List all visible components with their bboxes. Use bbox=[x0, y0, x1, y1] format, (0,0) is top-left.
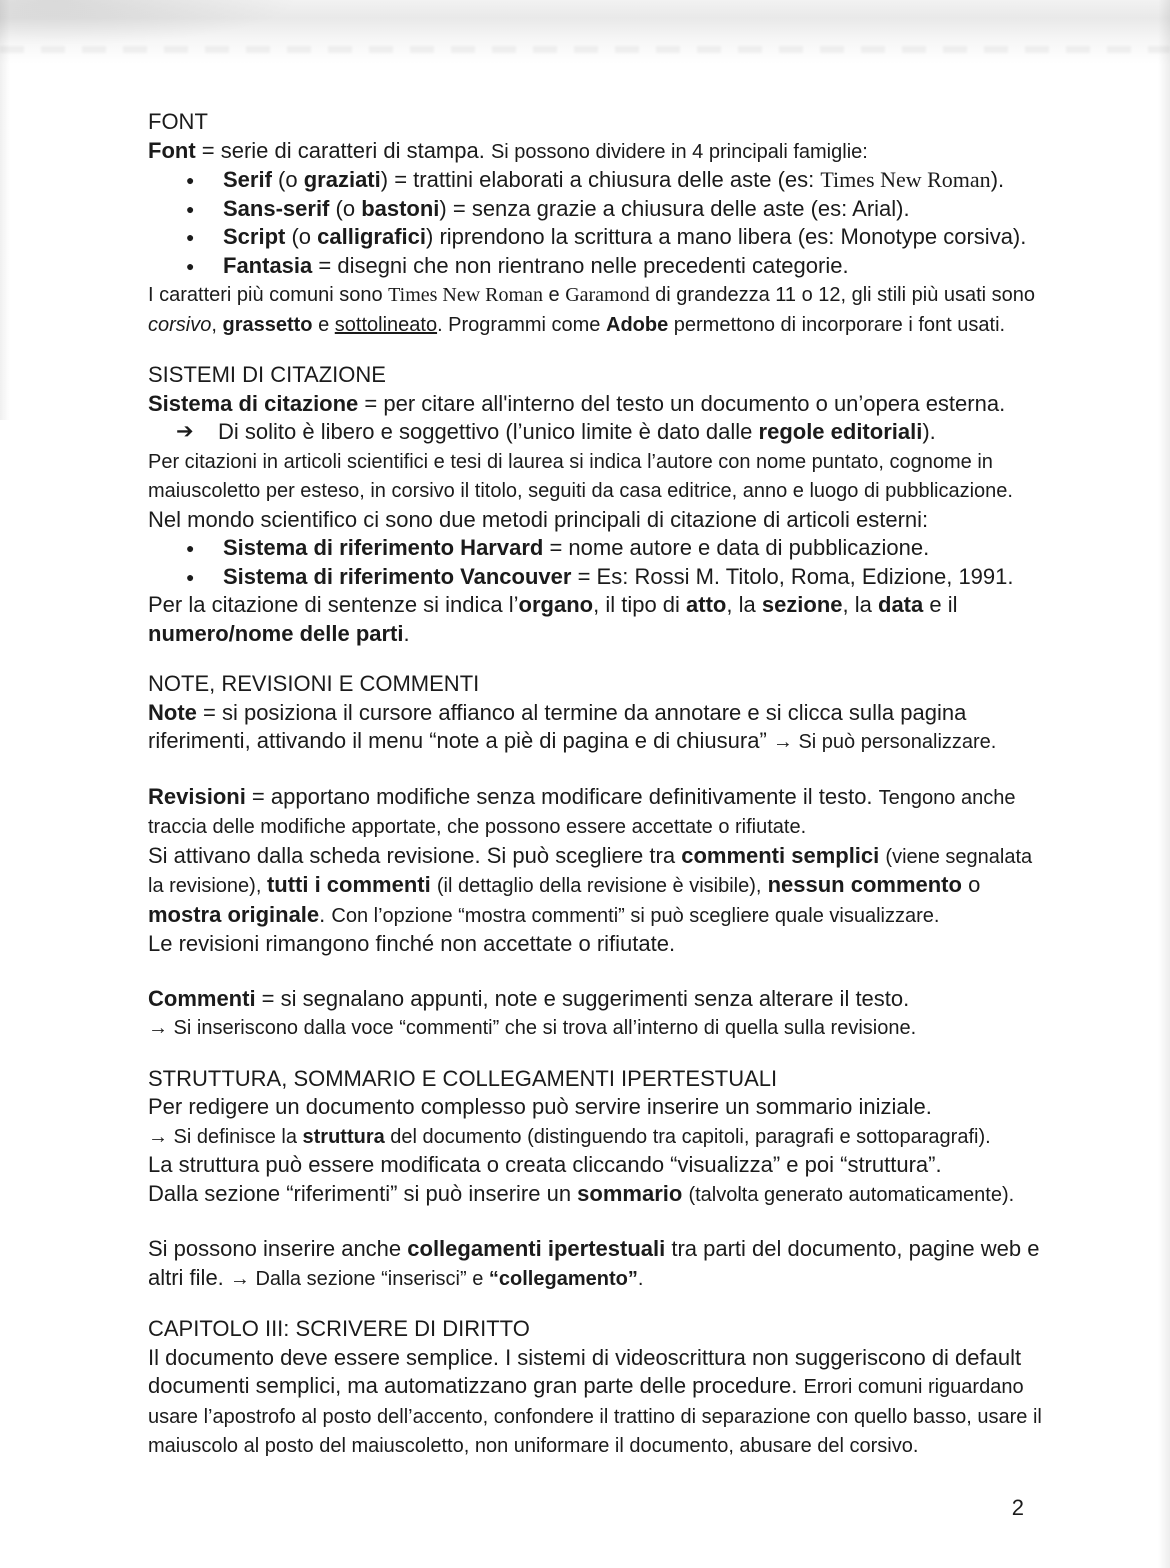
document-content bbox=[148, 108, 1042, 1461]
text-run: tra parti del documento, pagine web e bbox=[665, 1236, 1040, 1261]
text-run: , il tipo di bbox=[593, 592, 687, 617]
text-run: ). bbox=[990, 167, 1005, 192]
text-run: (viene segnalata bbox=[885, 845, 1033, 868]
text-run: Times New Roman bbox=[820, 167, 991, 192]
text-run: Per la citazione di sentenze si indica l’ bbox=[148, 592, 519, 617]
text-run: corsivo bbox=[148, 313, 212, 336]
text-run: numero/nome delle parti bbox=[148, 620, 404, 646]
text-line bbox=[148, 1013, 1028, 1043]
text-run: → Si inseriscono dalla voce “commenti” che si trova all’interno di quella sulla revisione. bbox=[148, 1017, 917, 1039]
section-heading bbox=[148, 1315, 1028, 1344]
text-run: . Programmi come bbox=[437, 313, 606, 336]
text-run: → Dalla sezione “inserisci” e bbox=[229, 1267, 489, 1290]
text-line bbox=[148, 137, 1028, 167]
text-line bbox=[148, 901, 1028, 931]
text-run: atto bbox=[686, 592, 727, 617]
text-run: commenti semplici bbox=[681, 842, 880, 868]
text-run: Dalla sezione “riferimenti” si può inserire un bbox=[148, 1180, 578, 1206]
text-run: mostra originale bbox=[148, 901, 320, 927]
text-run: graziati bbox=[303, 167, 381, 192]
text-line bbox=[148, 1344, 1028, 1373]
text-run: regole editoriali bbox=[758, 419, 923, 444]
text-line bbox=[148, 390, 1028, 419]
text-line bbox=[148, 1402, 1042, 1432]
text-run: organo bbox=[518, 592, 594, 617]
text-run: (o bbox=[271, 167, 304, 192]
text-line bbox=[148, 1264, 1028, 1294]
text-run: nessun commento bbox=[767, 872, 962, 897]
text-run: Revisioni bbox=[148, 783, 246, 809]
text-run: usare l’apostrofo al posto dell’accento, confondere il trattino di separazione con quello basso, usare il bbox=[148, 1405, 1042, 1428]
text-run: data bbox=[878, 592, 924, 617]
text-run: Garamond bbox=[565, 284, 650, 306]
text-run: Sistema di citazione bbox=[148, 390, 359, 416]
text-line bbox=[148, 783, 1028, 813]
bullet-list-item bbox=[148, 195, 1028, 224]
text-line bbox=[148, 310, 1028, 340]
text-run: Sans-serif bbox=[223, 195, 330, 221]
text-run: traccia delle modifiche apportate, che possono essere accettate o rifiutate. bbox=[148, 816, 807, 838]
text-run: = si posiziona il cursore affianco al termine da annotare e si clicca sulla pagina bbox=[196, 699, 967, 725]
text-run: Script bbox=[223, 224, 286, 249]
text-run: Il documento deve essere semplice. I sistemi di videoscrittura non suggeriscono di default bbox=[148, 1344, 1022, 1370]
text-run: documenti semplici, ma automatizzano gran parte delle procedure. bbox=[148, 1373, 804, 1398]
text-line bbox=[148, 506, 1028, 535]
scan-edge-right bbox=[1158, 0, 1170, 1568]
text-run: = disegni che non rientrano nelle precedenti categorie. bbox=[312, 252, 849, 278]
text-run: Sistema di riferimento Vancouver bbox=[223, 563, 572, 589]
text-line bbox=[148, 1235, 1040, 1264]
text-line bbox=[148, 1093, 1028, 1122]
text-run: “collegamento” bbox=[488, 1267, 638, 1290]
text-line bbox=[148, 280, 1036, 310]
text-line bbox=[148, 812, 1028, 842]
text-run: → Si può personalizzare. bbox=[772, 731, 997, 753]
arrow-bullet-icon: ➔ bbox=[176, 420, 194, 443]
text-line bbox=[148, 1372, 1028, 1402]
bullet-list-item bbox=[148, 252, 1028, 281]
text-run: riferimenti, attivando il menu “note a piè di pagina e di chiusura” bbox=[148, 728, 773, 753]
text-line bbox=[148, 1431, 1028, 1461]
text-run: maiuscoletto per esteso, in corsivo il titolo, seguiti da casa editrice, anno e luogo di pubblicazione. bbox=[148, 480, 1013, 502]
text-run: ) = senza grazie a chiusura delle aste (es: Arial). bbox=[439, 195, 910, 221]
text-run: tutti i commenti bbox=[266, 872, 431, 897]
text-line bbox=[148, 842, 1033, 872]
text-run: e il bbox=[923, 592, 958, 617]
text-run: (talvolta generato automaticamente). bbox=[688, 1183, 1015, 1206]
bullet-icon: ● bbox=[186, 540, 195, 556]
section-heading bbox=[148, 670, 1028, 699]
text-run: , la bbox=[726, 592, 762, 617]
text-run: bastoni bbox=[361, 195, 440, 221]
bullet-icon: ● bbox=[186, 200, 195, 217]
text-run: , la bbox=[842, 592, 878, 617]
text-run: maiuscolo al posto del maiuscoletto, non uniformare il documento, abusare del corsivo. bbox=[148, 1435, 919, 1457]
text-run: = serie di caratteri di stampa. bbox=[195, 137, 491, 163]
scan-edge-left bbox=[0, 0, 10, 420]
page-number: 2 bbox=[1011, 1495, 1024, 1520]
text-run: del documento (distinguendo tra capitoli, paragrafi e sottoparagrafi). bbox=[384, 1125, 991, 1148]
text-run: = per citare all'interno del testo un documento o un’opera esterna. bbox=[358, 390, 1006, 416]
text-run: Commenti bbox=[148, 985, 256, 1011]
text-run: → Si definisce la bbox=[148, 1125, 303, 1148]
scan-ragged-edge bbox=[0, 46, 1170, 53]
text-run: permettono di incorporare i font usati. bbox=[668, 313, 1006, 336]
text-run: la revisione), bbox=[148, 875, 267, 897]
text-line bbox=[148, 620, 1028, 649]
text-line bbox=[148, 476, 1028, 506]
text-run: sezione bbox=[761, 592, 843, 617]
section-heading bbox=[148, 108, 1028, 137]
bullet-list-item bbox=[148, 563, 1028, 592]
text-run: . bbox=[319, 901, 332, 927]
text-run: Si attivano dalla scheda revisione. Si può scegliere tra bbox=[148, 842, 682, 868]
text-run: sommario bbox=[577, 1180, 683, 1206]
text-run: STRUTTURA, SOMMARIO E COLLEGAMENTI IPERTESTUALI bbox=[148, 1065, 778, 1091]
text-run: CAPITOLO III: SCRIVERE DI DIRITTO bbox=[148, 1316, 530, 1341]
text-run: Serif bbox=[223, 167, 272, 192]
text-run: altri file. bbox=[148, 1264, 230, 1290]
text-run: collegamenti ipertestuali bbox=[407, 1236, 666, 1261]
text-line bbox=[148, 1151, 1028, 1180]
text-run: . bbox=[637, 1267, 644, 1290]
scan-shadow-corner bbox=[0, 0, 300, 46]
bullet-icon: ● bbox=[186, 172, 195, 188]
text-run: Font bbox=[148, 137, 196, 163]
text-run: (o bbox=[329, 195, 362, 221]
text-line bbox=[148, 727, 1028, 757]
bullet-icon: ● bbox=[186, 568, 195, 585]
text-run: Per redigere un documento complesso può servire inserire un sommario iniziale. bbox=[148, 1094, 932, 1119]
text-run: = apportano modifiche senza modificare definitivamente il testo. bbox=[245, 783, 879, 809]
text-run: e bbox=[312, 313, 335, 336]
text-run: Nel mondo scientifico ci sono due metodi principali di citazione di articoli esterni: bbox=[148, 506, 929, 532]
section-heading bbox=[148, 1065, 1028, 1094]
text-line bbox=[148, 930, 1028, 959]
text-run: NOTE, REVISIONI E COMMENTI bbox=[148, 671, 480, 696]
text-run: Times New Roman bbox=[388, 284, 543, 306]
bullet-list-item bbox=[148, 166, 1028, 195]
text-run: = Es: Rossi M. Titolo, Roma, Edizione, 1991. bbox=[571, 563, 1014, 589]
bullet-icon: ● bbox=[186, 229, 195, 245]
bullet-list-item bbox=[148, 534, 1028, 563]
text-run: (o bbox=[285, 224, 318, 249]
text-run: = nome autore e data di pubblicazione. bbox=[543, 535, 930, 560]
text-run: di grandezza 11 o 12, gli stili più usati sono bbox=[649, 284, 1036, 306]
text-run: (il dettaglio della revisione è visibile), bbox=[436, 875, 762, 897]
text-run: Errori comuni riguardano bbox=[803, 1376, 1024, 1398]
text-run: I caratteri più comuni sono bbox=[148, 284, 389, 306]
section-heading bbox=[148, 361, 1028, 390]
text-run: La struttura può essere modificata o creata cliccando “visualizza” e poi “struttura”. bbox=[148, 1152, 942, 1177]
text-line bbox=[148, 985, 1028, 1014]
text-run: ). bbox=[922, 419, 936, 444]
bullet-icon: ● bbox=[186, 257, 195, 274]
text-line bbox=[148, 447, 1028, 477]
text-line bbox=[148, 1180, 1028, 1210]
arrow-list-item bbox=[148, 418, 1028, 447]
text-run: e bbox=[542, 284, 566, 306]
text-run: Sistema di riferimento Harvard bbox=[223, 535, 544, 560]
text-run: sottolineato bbox=[334, 313, 438, 336]
text-run: Le revisioni rimangono finché non accettate o rifiutate. bbox=[148, 931, 676, 956]
text-run: FONT bbox=[148, 109, 208, 134]
text-run: ) = trattini elaborati a chiusura delle aste (es: bbox=[380, 167, 821, 192]
text-line bbox=[148, 699, 1028, 728]
text-run: Si possono inserire anche bbox=[148, 1236, 408, 1261]
text-line bbox=[148, 591, 1028, 620]
text-run: Con l’opzione “mostra commenti” si può scegliere quale visualizzare. bbox=[331, 904, 940, 927]
text-run: Fantasia bbox=[223, 252, 313, 278]
text-run: Tengono anche bbox=[878, 786, 1016, 809]
text-run: Per citazioni in articoli scientifici e tesi di laurea si indica l’autore con nome puntato, cognome in bbox=[148, 450, 993, 473]
text-run: . bbox=[403, 620, 410, 646]
text-line bbox=[148, 1122, 1028, 1152]
text-run: = si segnalano appunti, note e suggerimenti senza alterare il testo. bbox=[255, 985, 910, 1011]
text-run: Adobe bbox=[606, 313, 669, 336]
text-run: Note bbox=[148, 699, 197, 725]
text-run: , bbox=[211, 313, 223, 336]
text-run: calligrafici bbox=[317, 224, 426, 249]
text-run: o bbox=[961, 872, 981, 897]
text-run: ) riprendono la scrittura a mano libera (es: Monotype corsiva). bbox=[426, 224, 1027, 249]
text-run: Si possono dividere in 4 principali famiglie: bbox=[490, 140, 868, 163]
text-run: Di solito è libero e soggettivo (l’unico limite è dato dalle bbox=[218, 419, 759, 444]
text-run: struttura bbox=[302, 1125, 385, 1148]
text-run: grassetto bbox=[222, 313, 313, 336]
text-line bbox=[148, 871, 1028, 901]
bullet-list-item bbox=[148, 223, 1028, 252]
text-run: SISTEMI DI CITAZIONE bbox=[148, 362, 386, 387]
